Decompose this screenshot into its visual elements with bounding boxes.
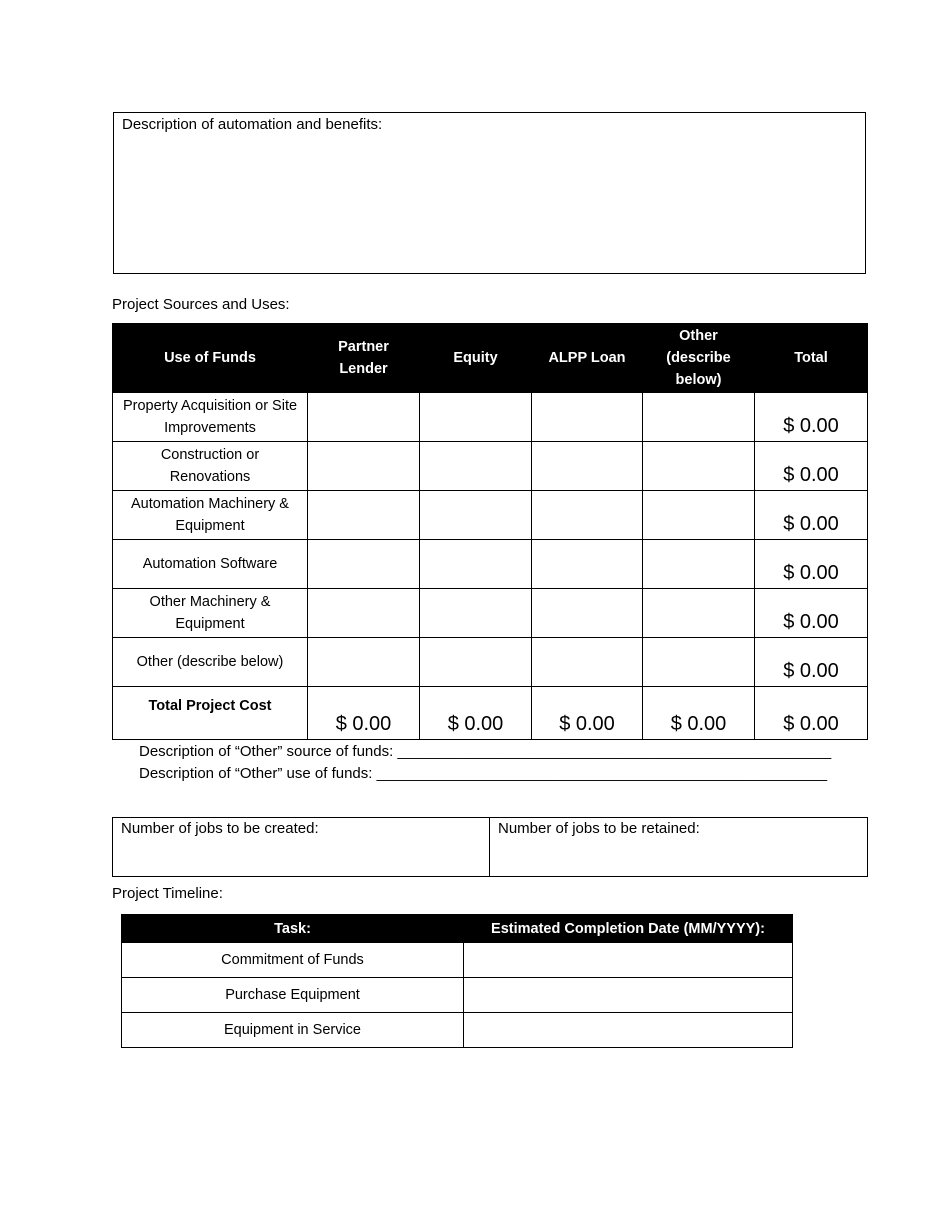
total-grand: $ 0.00 xyxy=(755,687,868,740)
other-cell[interactable] xyxy=(643,638,755,687)
col-header-alpp-loan: ALPP Loan xyxy=(532,324,643,393)
total-equity: $ 0.00 xyxy=(420,687,532,740)
partner-lender-cell[interactable] xyxy=(308,589,420,638)
jobs-row xyxy=(113,818,868,877)
row-total: $ 0.00 xyxy=(755,442,868,491)
sources-uses-heading: Project Sources and Uses: xyxy=(112,296,290,313)
row-label: Automation Software xyxy=(113,540,308,589)
table-row xyxy=(113,393,868,442)
alpp-loan-cell[interactable] xyxy=(532,540,643,589)
table-row xyxy=(122,978,793,1013)
equity-cell[interactable] xyxy=(420,638,532,687)
col-header-other: Other (describe below) xyxy=(643,324,755,393)
table-row xyxy=(113,638,868,687)
completion-date-cell[interactable] xyxy=(464,1013,793,1048)
jobs-created-label: Number of jobs to be created: xyxy=(121,820,319,837)
row-total: $ 0.00 xyxy=(755,589,868,638)
col-header-equity: Equity xyxy=(420,324,532,393)
timeline-header-row xyxy=(122,915,793,943)
total-other: $ 0.00 xyxy=(643,687,755,740)
row-label: Construction or Renovations xyxy=(113,442,308,491)
table-row xyxy=(122,1013,793,1048)
other-descriptions xyxy=(139,741,831,785)
total-alpp-loan: $ 0.00 xyxy=(532,687,643,740)
row-label: Other (describe below) xyxy=(113,638,308,687)
alpp-loan-cell[interactable] xyxy=(532,638,643,687)
jobs-retained-field[interactable] xyxy=(490,818,868,877)
col-header-completion-date: Estimated Completion Date (MM/YYYY): xyxy=(464,915,793,943)
equity-cell[interactable] xyxy=(420,442,532,491)
table-row xyxy=(113,589,868,638)
alpp-loan-cell[interactable] xyxy=(532,442,643,491)
col-header-partner-lender: Partner Lender xyxy=(308,324,420,393)
row-total: $ 0.00 xyxy=(755,393,868,442)
col-header-total: Total xyxy=(755,324,868,393)
table-row xyxy=(113,491,868,540)
other-use-description-field[interactable]: Description of “Other” use of funds: ______________________________________________________ xyxy=(139,765,828,782)
row-total: $ 0.00 xyxy=(755,491,868,540)
col-header-task: Task: xyxy=(122,915,464,943)
other-cell[interactable] xyxy=(643,442,755,491)
alpp-loan-cell[interactable] xyxy=(532,589,643,638)
completion-date-cell[interactable] xyxy=(464,978,793,1013)
task-label: Purchase Equipment xyxy=(122,978,464,1013)
task-label: Commitment of Funds xyxy=(122,943,464,978)
other-cell[interactable] xyxy=(643,540,755,589)
total-project-cost-label: Total Project Cost xyxy=(113,687,308,740)
other-cell[interactable] xyxy=(643,393,755,442)
timeline-heading: Project Timeline: xyxy=(112,885,223,902)
row-label: Automation Machinery & Equipment xyxy=(113,491,308,540)
other-source-description-field[interactable]: Description of “Other” source of funds: ____________________________________________________ xyxy=(139,743,832,760)
partner-lender-cell[interactable] xyxy=(308,540,420,589)
task-label: Equipment in Service xyxy=(122,1013,464,1048)
jobs-created-field[interactable] xyxy=(113,818,490,877)
alpp-loan-cell[interactable] xyxy=(532,393,643,442)
col-header-use-of-funds: Use of Funds xyxy=(113,324,308,393)
sources-uses-table xyxy=(112,323,868,740)
total-partner-lender: $ 0.00 xyxy=(308,687,420,740)
completion-date-cell[interactable] xyxy=(464,943,793,978)
equity-cell[interactable] xyxy=(420,540,532,589)
equity-cell[interactable] xyxy=(420,491,532,540)
row-label: Property Acquisition or Site Improvements xyxy=(113,393,308,442)
table-row xyxy=(113,442,868,491)
partner-lender-cell[interactable] xyxy=(308,638,420,687)
table-row xyxy=(122,943,793,978)
other-cell[interactable] xyxy=(643,589,755,638)
row-label: Other Machinery & Equipment xyxy=(113,589,308,638)
equity-cell[interactable] xyxy=(420,393,532,442)
sources-uses-header-row xyxy=(113,324,868,393)
automation-description-field[interactable] xyxy=(113,112,866,274)
jobs-table xyxy=(112,817,868,877)
alpp-loan-cell[interactable] xyxy=(532,491,643,540)
partner-lender-cell[interactable] xyxy=(308,393,420,442)
partner-lender-cell[interactable] xyxy=(308,491,420,540)
equity-cell[interactable] xyxy=(420,589,532,638)
timeline-table xyxy=(121,914,793,1048)
jobs-retained-label: Number of jobs to be retained: xyxy=(498,820,700,837)
total-project-cost-row xyxy=(113,687,868,740)
other-cell[interactable] xyxy=(643,491,755,540)
table-row xyxy=(113,540,868,589)
partner-lender-cell[interactable] xyxy=(308,442,420,491)
row-total: $ 0.00 xyxy=(755,638,868,687)
row-total: $ 0.00 xyxy=(755,540,868,589)
automation-description-label: Description of automation and benefits: xyxy=(122,116,383,133)
